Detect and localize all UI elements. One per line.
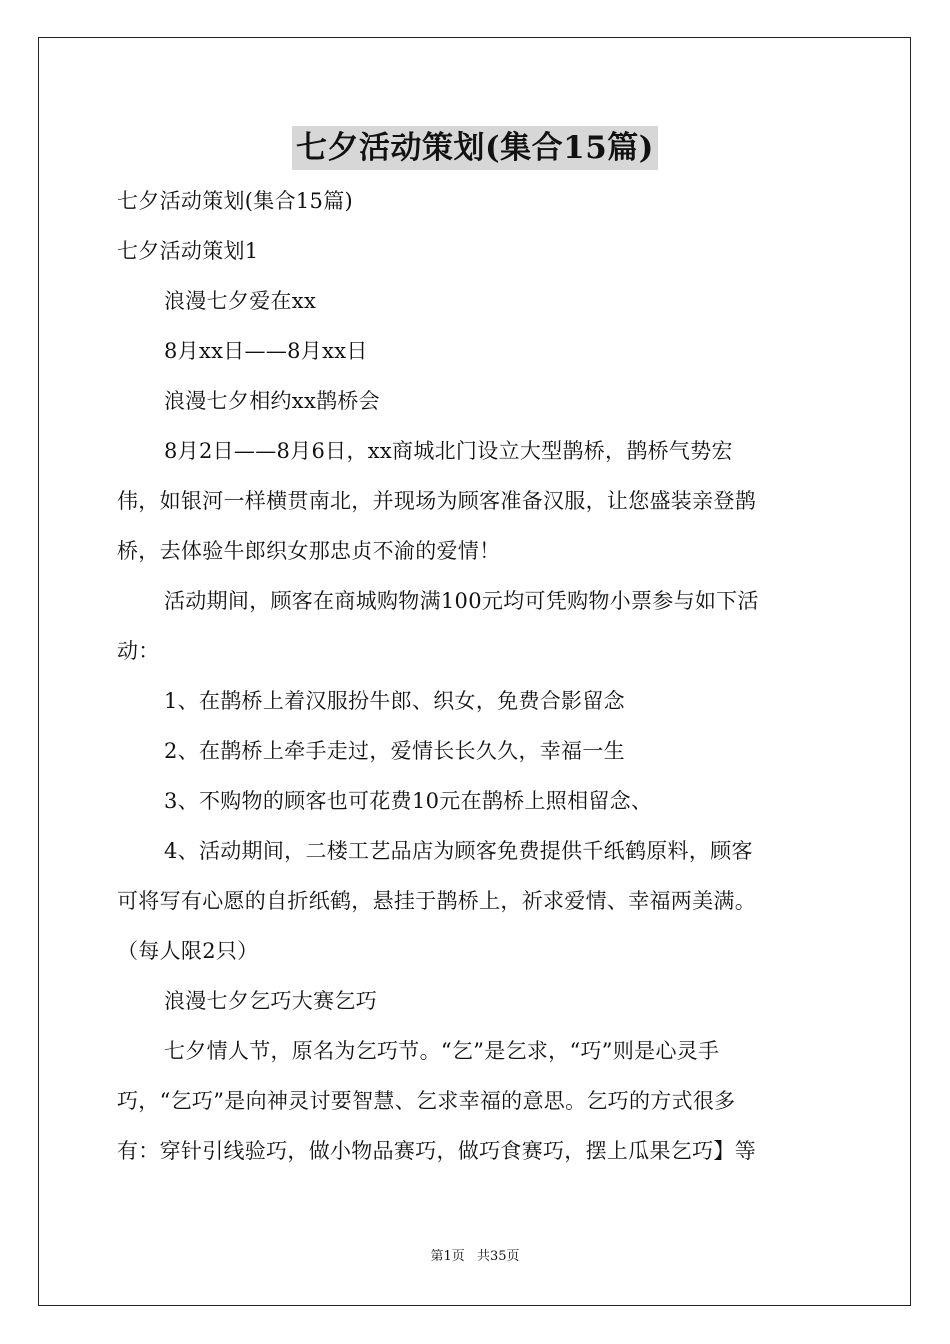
text-line: 桥，去体验牛郎织女那忠贞不渝的爱情！ xyxy=(117,539,501,563)
total-pages: 共35页 xyxy=(476,1249,520,1264)
text-line: 4、活动期间，二楼工艺品店为顾客免费提供千纸鹤原料，顾客 xyxy=(164,839,753,863)
text-line: 8月xx日——8月xx日 xyxy=(164,339,368,363)
text-line: 七夕活动策划1 xyxy=(117,239,259,263)
text-line: 七夕情人节，原名为乞巧节。“乞”是乞求，“巧”则是心灵手 xyxy=(164,1039,720,1063)
text-line: 有：穿针引线验巧，做小物品赛巧，做巧食赛巧，摆上瓜果乞巧】等 xyxy=(117,1139,756,1163)
text-line: 伟，如银河一样横贯南北，并现场为顾客准备汉服，让您盛装亲登鹊 xyxy=(117,489,756,513)
title-container xyxy=(0,126,950,170)
text-line: 巧，“乞巧”是向神灵讨要智慧、乞求幸福的意思。乞巧的方式很多 xyxy=(117,1089,736,1113)
text-line: 2、在鹊桥上牵手走过，爱情长长久久，幸福一生 xyxy=(164,739,625,763)
text-line: 活动期间，顾客在商城购物满100元均可凭购物小票参与如下活 xyxy=(164,589,759,613)
text-line: 七夕活动策划(集合15篇) xyxy=(117,189,354,213)
text-line: 1、在鹊桥上着汉服扮牛郎、织女，免费合影留念 xyxy=(164,689,625,713)
document-body xyxy=(117,176,833,1176)
page-footer xyxy=(0,1248,950,1266)
text-line: 3、不购物的顾客也可花费10元在鹊桥上照相留念、 xyxy=(164,789,653,813)
text-line: 浪漫七夕相约xx鹊桥会 xyxy=(164,389,380,413)
text-line: （每人限2只） xyxy=(117,939,259,963)
document-title: 七夕活动策划(集合15篇) xyxy=(292,126,658,170)
page-number: 第1页 xyxy=(430,1249,465,1264)
text-line: 浪漫七夕爱在xx xyxy=(164,289,317,313)
text-line: 浪漫七夕乞巧大赛乞巧 xyxy=(164,989,377,1013)
text-line: 8月2日——8月6日，xx商城北门设立大型鹊桥，鹊桥气势宏 xyxy=(164,439,733,463)
text-line: 动： xyxy=(117,639,160,663)
text-line: 可将写有心愿的自折纸鹤，悬挂于鹊桥上，祈求爱情、幸福两美满。 xyxy=(117,889,756,913)
